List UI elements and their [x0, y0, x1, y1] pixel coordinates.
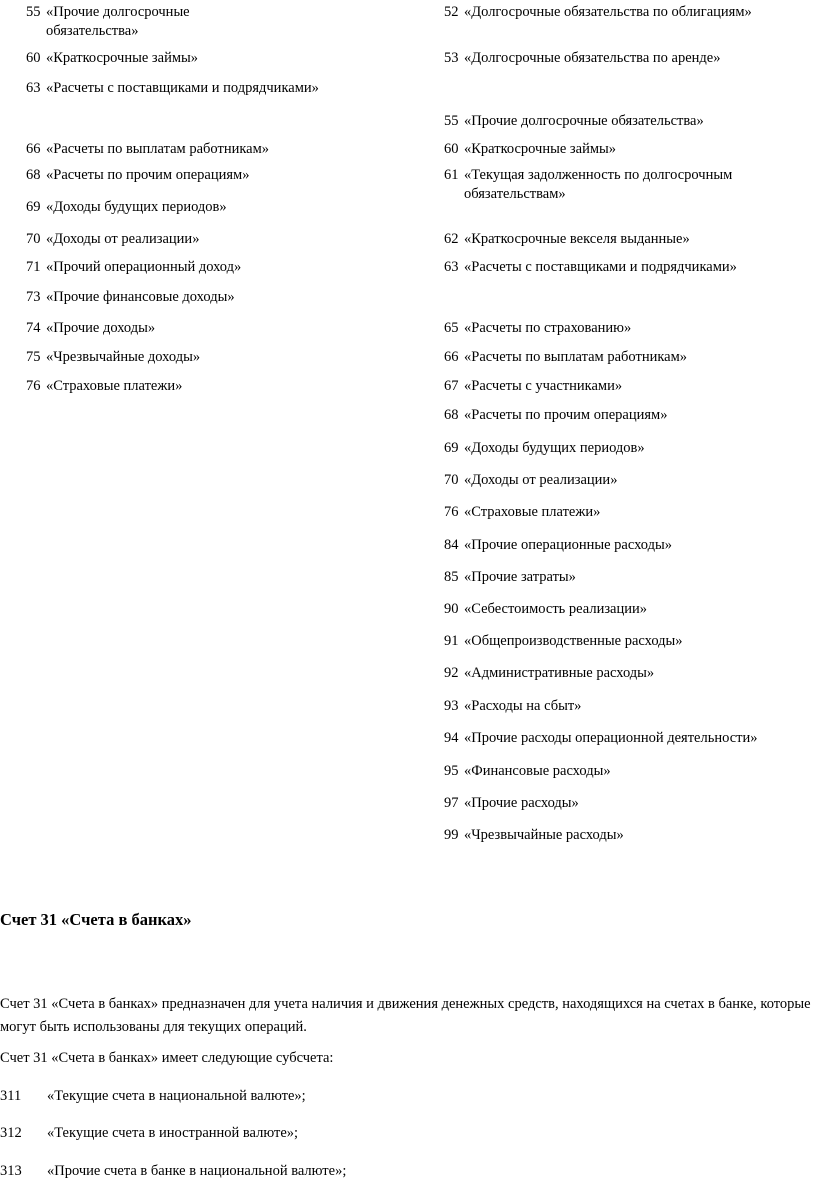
- account-code: 65: [444, 320, 459, 336]
- account-code: 76: [444, 504, 459, 520]
- account-name: «Доходы от реализации»: [464, 472, 618, 488]
- account-name: «Административные расходы»: [464, 665, 655, 681]
- subaccount-code: 311: [0, 1088, 22, 1104]
- account-code: 93: [444, 698, 459, 714]
- account-code: 71: [26, 259, 41, 275]
- account-code: 75: [26, 349, 41, 365]
- account-code: 67: [444, 378, 459, 394]
- account-name: «Страховые платежи»: [46, 378, 183, 394]
- account-name: «Расчеты по выплатам работникам»: [46, 141, 270, 157]
- account-name: «Краткосрочные займы»: [464, 141, 616, 157]
- account-code: 95: [444, 763, 459, 779]
- account-name: «Страховые платежи»: [464, 504, 601, 520]
- account-code: 68: [26, 167, 41, 183]
- account-name: «Прочие доходы»: [46, 320, 156, 336]
- subaccount-code: 312: [0, 1125, 22, 1141]
- account-code: 76: [26, 378, 41, 394]
- account-name: «Чрезвычайные доходы»: [46, 349, 201, 365]
- account-name: «Прочие долгосрочные обязательства»: [46, 4, 190, 39]
- account-name: «Прочие операционные расходы»: [464, 537, 673, 553]
- account-code: 69: [444, 440, 459, 456]
- account-code: 84: [444, 537, 459, 553]
- account-code: 70: [26, 231, 41, 247]
- account-name: «Себестоимость реализации»: [464, 601, 648, 617]
- account-code: 70: [444, 472, 459, 488]
- account-code: 52: [444, 4, 459, 20]
- account-name: «Долгосрочные обязательства по облигациям»: [464, 4, 752, 20]
- account-name: «Расчеты по выплатам работникам»: [464, 349, 688, 365]
- account-name: «Долгосрочные обязательства по аренде»: [464, 50, 721, 66]
- account-code: 55: [26, 4, 41, 20]
- account-code: 90: [444, 601, 459, 617]
- subaccount-name: «Текущие счета в национальной валюте»;: [47, 1088, 306, 1104]
- account-name: «Прочие расходы операционной деятельности»: [464, 730, 758, 746]
- account-name: «Доходы от реализации»: [46, 231, 200, 247]
- account-code: 74: [26, 320, 41, 336]
- account-code: 60: [26, 50, 41, 66]
- account-code: 63: [444, 259, 459, 275]
- account-name: «Расчеты по прочим операциям»: [464, 407, 668, 423]
- account-code: 92: [444, 665, 459, 681]
- account-name: «Общепроизводственные расходы»: [464, 633, 683, 649]
- account-name: «Расходы на сбыт»: [464, 698, 582, 714]
- account-name: «Прочие долгосрочные обязательства»: [464, 113, 704, 129]
- account-name: «Краткосрочные займы»: [46, 50, 198, 66]
- subaccount-name: «Текущие счета в иностранной валюте»;: [47, 1125, 299, 1141]
- account-name: «Финансовые расходы»: [464, 763, 611, 779]
- account-code: 97: [444, 795, 459, 811]
- account-code: 60: [444, 141, 459, 157]
- account-code: 69: [26, 199, 41, 215]
- subaccounts-intro: Счет 31 «Счета в банках» имеет следующие субсчета:: [0, 1050, 334, 1066]
- account-code: 66: [444, 349, 459, 365]
- account-code: 91: [444, 633, 459, 649]
- subaccount-code: 313: [0, 1163, 22, 1179]
- account-code: 63: [26, 80, 41, 96]
- account-code: 66: [26, 141, 41, 157]
- account-name: «Доходы будущих периодов»: [464, 440, 645, 456]
- account-code: 73: [26, 289, 41, 305]
- account-name: «Прочие затраты»: [464, 569, 576, 585]
- account-code: 61: [444, 167, 459, 183]
- account-code: 62: [444, 231, 459, 247]
- account-name: «Расчеты по прочим операциям»: [46, 167, 250, 183]
- account-name: «Прочий операционный доход»: [46, 259, 242, 275]
- section-title: Счет 31 «Счета в банках»: [0, 910, 192, 929]
- account-name: «Расчеты с поставщиками и подрядчиками»: [464, 259, 737, 275]
- subaccount-name: «Прочие счета в банке в национальной валюте»;: [47, 1163, 347, 1179]
- account-code: 94: [444, 730, 459, 746]
- account-code: 99: [444, 827, 459, 843]
- account-name: «Чрезвычайные расходы»: [464, 827, 624, 843]
- account-code: 55: [444, 113, 459, 129]
- account-name: «Текущая задолженность по долгосрочным обязательствам»: [464, 167, 733, 202]
- account-name: «Краткосрочные векселя выданные»: [464, 231, 690, 247]
- account-name: «Расчеты с поставщиками и подрядчиками»: [46, 80, 319, 96]
- account-name: «Расчеты с участниками»: [464, 378, 623, 394]
- account-name: «Прочие расходы»: [464, 795, 579, 811]
- section-description: Счет 31 «Счета в банках» предназначен для учета наличия и движения денежных средств, находящихся на счетах в банке, которые могут быть использованы для текущих операций.: [0, 996, 811, 1035]
- account-name: «Доходы будущих периодов»: [46, 199, 227, 215]
- account-name: «Расчеты по страхованию»: [464, 320, 632, 336]
- account-code: 68: [444, 407, 459, 423]
- account-code: 85: [444, 569, 459, 585]
- account-name: «Прочие финансовые доходы»: [46, 289, 235, 305]
- account-code: 53: [444, 50, 459, 66]
